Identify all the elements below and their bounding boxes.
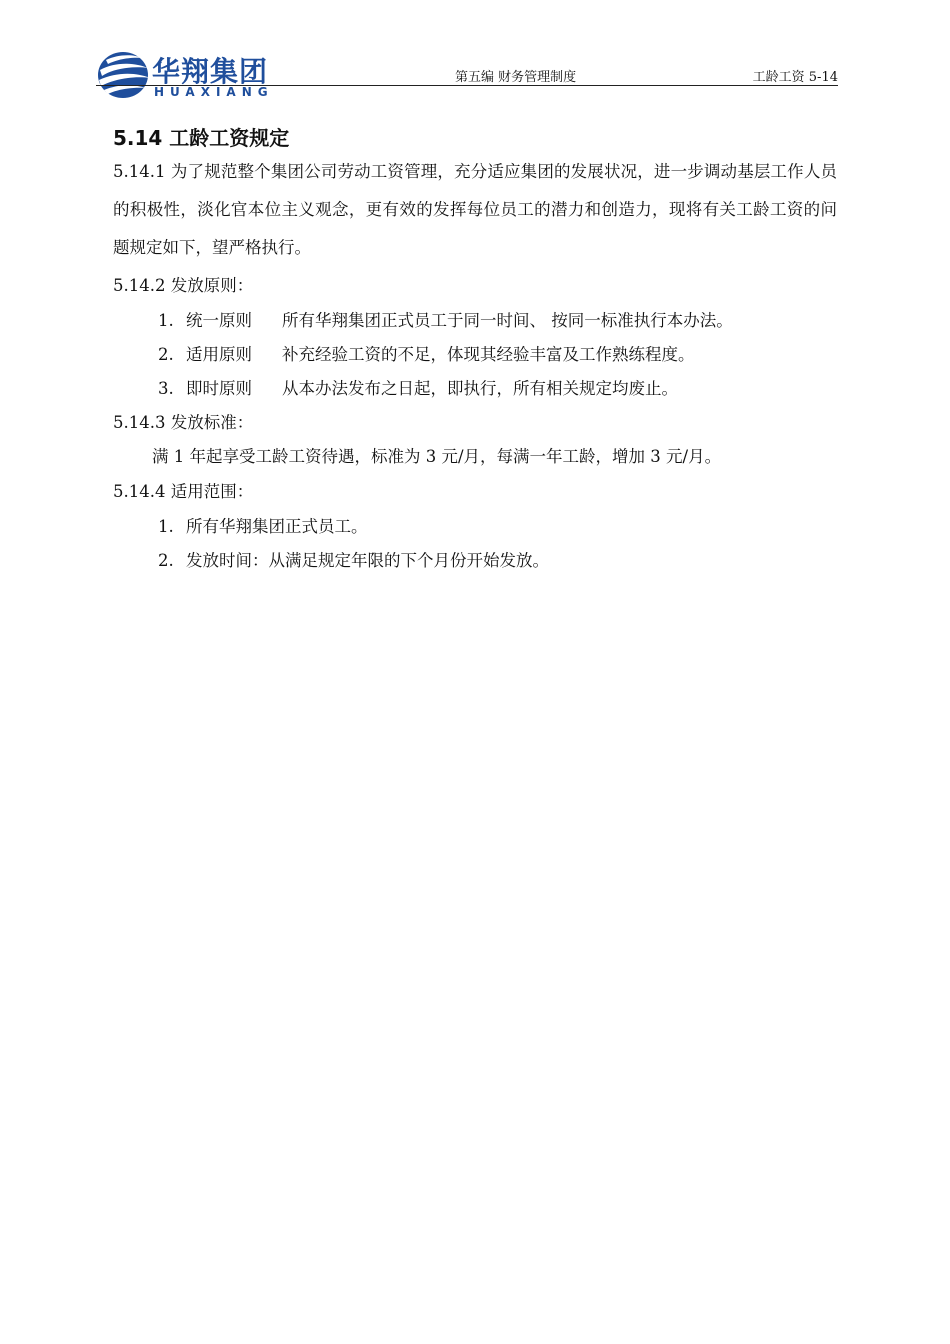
item-term: 适用原则 — [186, 345, 252, 364]
standard-text: 满 1 年起享受工龄工资待遇，标准为 3 元/月，每满一年工龄，增加 3 元/月。 — [152, 447, 722, 466]
item-description: 补充经验工资的不足，体现其经验丰富及工作熟练程度。 — [282, 345, 695, 364]
item-term: 即时原则 — [186, 379, 252, 398]
heading-5-14-2: 5.14.2 发放原则： — [113, 276, 254, 295]
item-text: 发放时间：从满足规定年限的下个月份开始发放。 — [186, 551, 549, 570]
item-description: 所有华翔集团正式员工于同一时间、 按同一标准执行本办法。 — [282, 311, 733, 330]
logo-chinese-name: 华翔集团 — [152, 55, 269, 88]
principle-item — [158, 375, 678, 399]
globe-logo-icon — [96, 48, 152, 100]
scope-item — [158, 547, 549, 571]
paragraph-5-14-1: 5.14.1 为了规范整个集团公司劳动工资管理，充分适应集团的发展状况，进一步调动基层工作人员的积极性，淡化官本位主义观念，更有效的发挥每位员工的潜力和创造力，现将有关工龄工资的问题规定如下，望严格执行。 — [113, 162, 837, 257]
item-number: 3. — [158, 379, 174, 398]
item-number: 2. — [158, 345, 174, 364]
item-description: 从本办法发布之日起，即执行，所有相关规定均废止。 — [282, 379, 678, 398]
heading-5-14-3: 5.14.3 发放标准： — [113, 413, 254, 432]
item-text: 所有华翔集团正式员工。 — [186, 517, 368, 536]
header-page-ref: 工龄工资 5-14 — [752, 70, 838, 85]
item-number: 1. — [158, 311, 174, 330]
scope-item — [158, 513, 368, 537]
principle-item — [158, 307, 733, 331]
section-title: 5.14 工龄工资规定 — [113, 126, 290, 150]
header-section-title: 第五编 财务管理制度 — [455, 70, 577, 85]
heading-5-14-4: 5.14.4 适用范围： — [113, 482, 254, 501]
item-term: 统一原则 — [186, 311, 252, 330]
item-number: 1. — [158, 517, 174, 536]
header-divider — [96, 85, 838, 86]
principle-item — [158, 341, 695, 365]
company-logo — [96, 46, 286, 104]
logo-english-name: HUAXIANG — [154, 85, 274, 99]
item-number: 2. — [158, 551, 174, 570]
page-header — [96, 44, 838, 106]
